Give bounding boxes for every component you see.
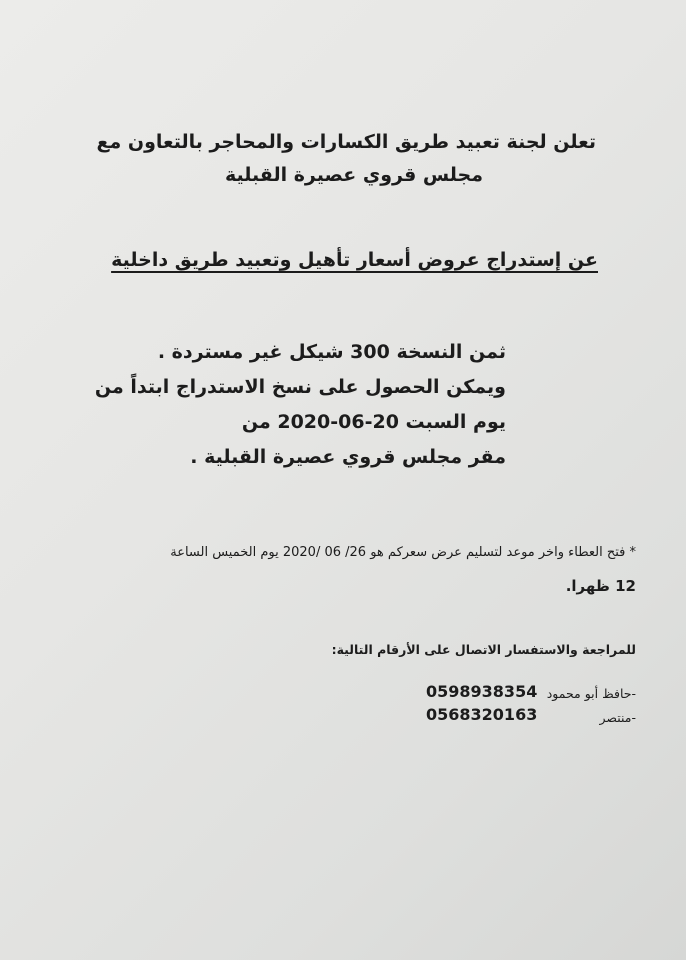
contact-name-1: -حافظ أبو محمود	[546, 686, 636, 701]
subject-line: عن إستدراج عروض أسعار تأهيل وتعبيد طريق داخلية	[111, 249, 598, 271]
contact-phone-2: 0568320163	[426, 705, 538, 724]
body-line-4: مقر مجلس قروي عصيرة القبلية .	[190, 446, 506, 468]
body-line-3: يوم السبت 20-06-2020 من	[241, 411, 506, 433]
contact-phone-1: 0598938354	[426, 682, 538, 701]
contact-intro: للمراجعة والاستفسار الاتصال على الأرقام التالية:	[331, 642, 636, 657]
deadline-line-2: 12 ظهرا.	[565, 577, 636, 595]
header-line-2: مجلس قروي عصيرة القبلية	[224, 164, 483, 186]
body-line-1: ثمن النسخة 300 شيكل غير مستردة .	[157, 341, 506, 363]
body-line-2: ويمكن الحصول على نسخ الاستدراج ابتداً من	[94, 376, 506, 398]
header-line-1: تعلن لجنة تعبيد طريق الكسارات والمحاجر بالتعاون مع	[96, 131, 596, 153]
contact-name-2: -منتصر	[599, 710, 636, 725]
deadline-line-1: * فتح العطاء واخر موعد لتسليم عرض سعركم هو 26/ 06 /2020 يوم الخميس الساعة	[170, 545, 636, 560]
